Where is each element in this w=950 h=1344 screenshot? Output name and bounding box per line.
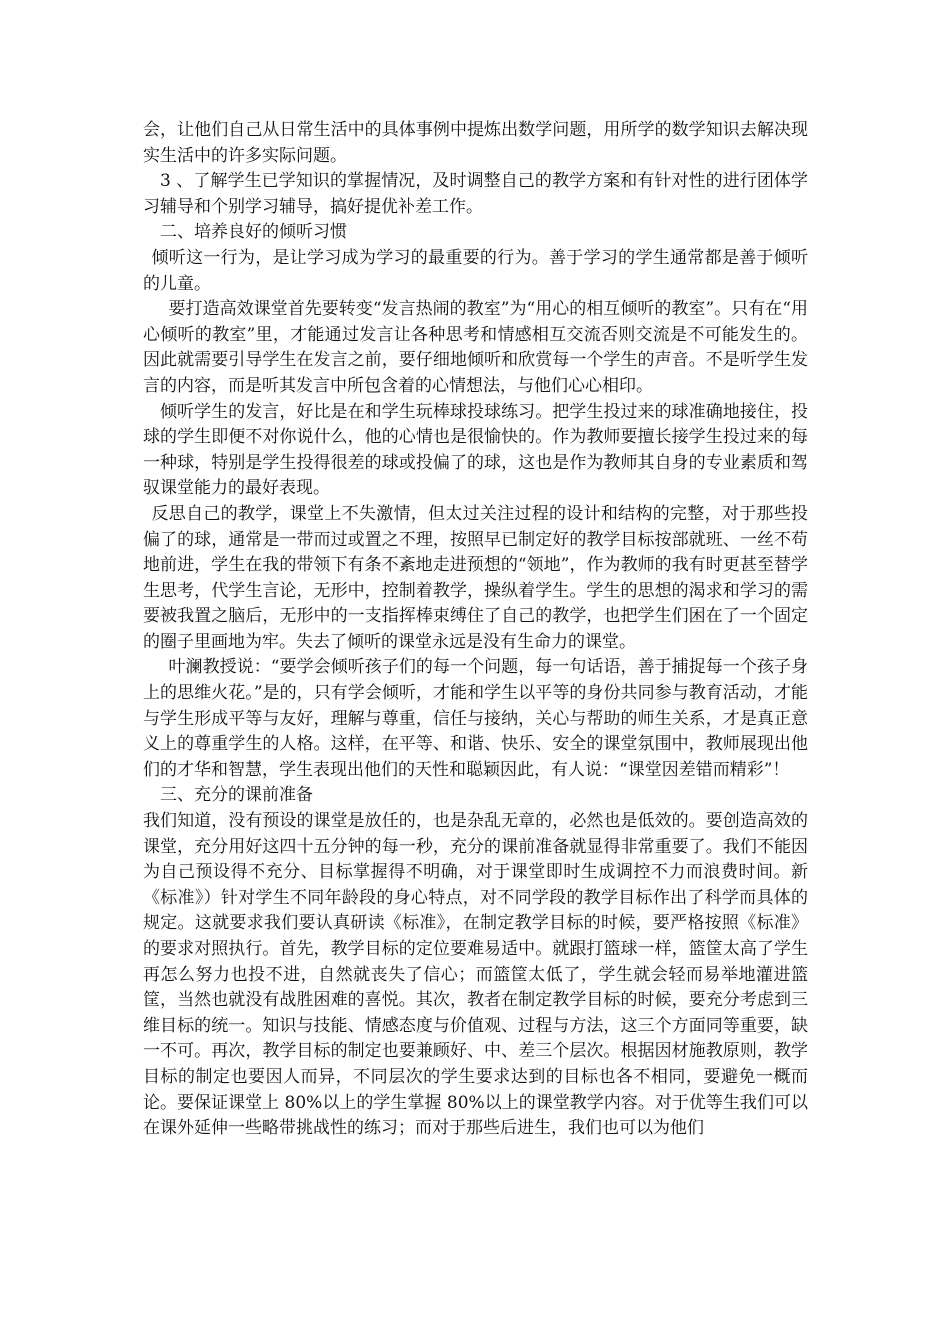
paragraph-preparation: 我们知道，没有预设的课堂是放任的，也是杂乱无章的，必然也是低效的。要创造高效的课堂，充分用好这四十五分钟的每一秒，充分的课前准备就显得非常重要了。我们不能因为自己预设得不充分、目标掌握得不明确，对于课堂即时生成调控不力而浪费时间。新《标准》）针对学生不同年龄段的身心特点，对不同学段的教学目标作出了科学而具体的规定。这就要求我们要认真研读《标准》，在制定教学目标的时候，要严格按照《标准》的要求对照执行。首先，教学目标的定位要难易适中。就跟打篮球一样，篮筐太高了学生再怎么努力也投不进，自然就丧失了信心；而篮筐太低了，学生就会轻而易举地灌进篮筐，当然也就没有战胜困难的喜悦。其次，教者在制定教学目标的时候，要充分考虑到三维目标的统一。知识与技能、情感态度与价值观、过程与方法，这三个方面同等重要，缺一不可。再次，教学目标的制定也要兼顾好、中、差三个层次。根据因材施教原则，教学目标的制定也要因人而异，不同层次的学生要求达到的目标也各不相同，要避免一概而论。要保证课堂上 80%以上的学生掌握 80%以上的课堂教学内容。对于优等生我们可以在课外延伸一些略带挑战性的练习；而对于那些后进生，我们也可以为他们 <box>143 811 808 1139</box>
paragraph-baseball-analogy: 倾听学生的发言，好比是在和学生玩棒球投球练习。把学生投过来的球准确地接住，投球的学生即便不对你说什么，他的心情也是很愉快的。作为教师要擅长接学生投过来的每一种球，特别是学生投得很差的球或投偏了的球，这也是作为教师其自身的专业素质和驾驭课堂能力的最好表现。 <box>143 401 808 499</box>
paragraph-ye-lan-quote: 叶澜教授说：“要学会倾听孩子们的每一个问题，每一句话语，善于捕捉每一个孩子身上的思维火花。”是的，只有学会倾听，才能和学生以平等的身份共同参与教育活动，才能与学生形成平等与友好，理解与尊重，信任与接纳，关心与帮助的师生关系，才是真正意义上的尊重学生的人格。这样，在平等、和谐、快乐、安全的课堂氛围中，教师展现出他们的才华和智慧，学生表现出他们的天性和聪颖因此，有人说：“课堂因差错而精彩”！ <box>143 657 808 780</box>
section-heading-listening: 二、培养良好的倾听习惯 <box>160 222 347 243</box>
section-heading-preparation: 三、充分的课前准备 <box>160 785 313 806</box>
paragraph-efficient-classroom: 要打造高效课堂首先要转变“发言热闹的教室”为“用心的相互倾听的教室”。只有在“用心倾听的教室”里，才能通过发言让各种思考和情感相互交流否则交流是不可能发生的。因此就需要引导学生在发言之前，要仔细地倾听和欣赏每一个学生的声音。不是听学生发言的内容，而是听其发言中所包含着的心情想法，与他们心心相印。 <box>143 299 808 396</box>
paragraph-item-3: 3 、了解学生已学知识的掌握情况，及时调整自己的教学方案和有针对性的进行团体学习辅导和个别学习辅导，搞好提优补差工作。 <box>143 171 808 217</box>
paragraph-reflection: 反思自己的教学，课堂上不失激情，但太过关注过程的设计和结构的完整，对于那些投偏了的球，通常是一带而过或置之不理，按照早已制定好的教学目标按部就班、一丝不苟地前进，学生在我的带领下有条不紊地走进预想的“领地”，作为教师的我有时更甚至替学生思考，代学生言论，无形中，控制着教学，操纵着学生。学生的思想的渴求和学习的需要被我置之脑后，无形中的一支指挥棒束缚住了自己的教学，也把学生们困在了一个固定的圈子里画地为牢。失去了倾听的课堂永远是没有生命力的课堂。 <box>143 503 808 652</box>
paragraph-listening-intro: 倾听这一行为，是让学习成为学习的最重要的行为。善于学习的学生通常都是善于倾听的儿童。 <box>143 247 808 294</box>
paragraph-continued: 会，让他们自己从日常生活中的具体事例中提炼出数学问题，用所学的数学知识去解决现实生活中的许多实际问题。 <box>143 120 808 166</box>
document-page <box>143 118 808 1142</box>
